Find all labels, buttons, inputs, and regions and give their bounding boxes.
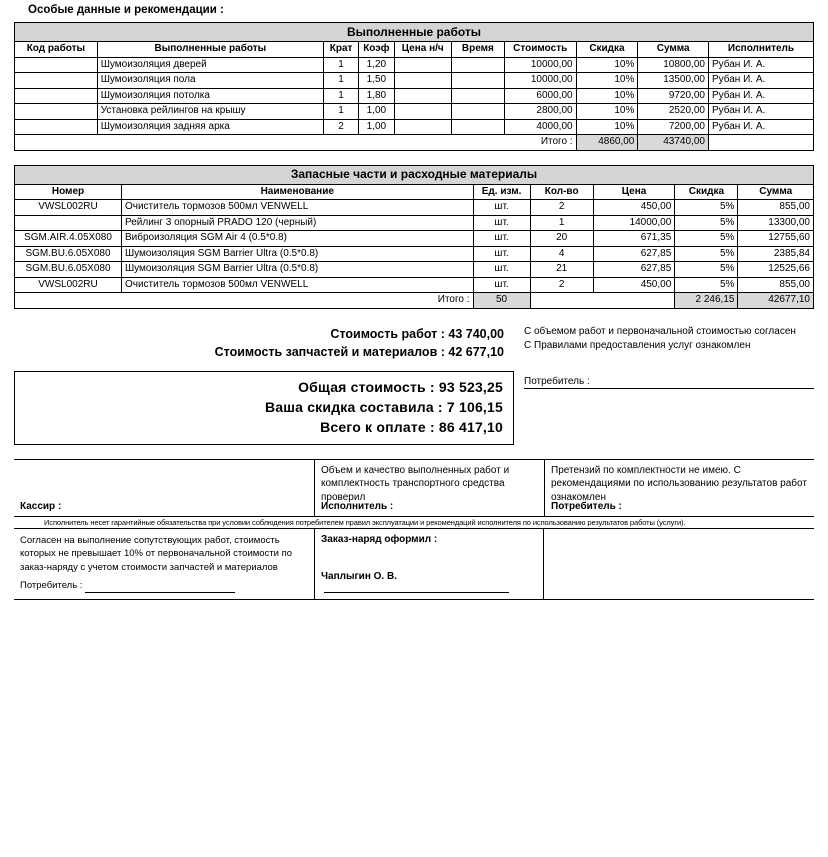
parts-table-header (15, 184, 814, 200)
cell-performer: Рубан И. А. (708, 104, 813, 120)
col-sum: Сумма (738, 184, 814, 200)
cell-unit: шт. (473, 200, 530, 216)
cell-part-name: Шумоизоляция SGM Barrier Ultra (0.5*0.8) (121, 246, 473, 262)
cell-qty: 4 (530, 246, 593, 262)
cell-unit: шт. (473, 262, 530, 278)
parts-table-title: Запасные части и расходные материалы (15, 165, 814, 184)
cell-sum: 12525,66 (738, 262, 814, 278)
cell-work-name: Шумоизоляция пола (97, 73, 323, 89)
discount-row (15, 397, 503, 417)
cell-qty: 20 (530, 231, 593, 247)
cell-work-name: Шумоизоляция потолка (97, 88, 323, 104)
cell-discount: 10% (576, 73, 638, 89)
table-row (15, 215, 814, 231)
summary-total-box (14, 371, 514, 445)
bottom-empty-block (544, 529, 814, 599)
col-discount: Скидка (576, 42, 638, 58)
consumer-block (544, 460, 814, 516)
cell-time (451, 119, 504, 135)
cell-time (451, 104, 504, 120)
cell-sum: 12755,60 (738, 231, 814, 247)
cell-price: 627,85 (593, 246, 675, 262)
parts-total-sum: 42677,10 (738, 293, 814, 309)
cell-time (451, 73, 504, 89)
performer-block (314, 460, 544, 516)
table-row (15, 246, 814, 262)
cell-price-nch (394, 57, 451, 73)
cell-discount: 5% (675, 231, 738, 247)
cell-qty: 1 (530, 215, 593, 231)
cell-sum: 2385,84 (738, 246, 814, 262)
cell-price: 671,35 (593, 231, 675, 247)
cell-price: 627,85 (593, 262, 675, 278)
consent-consumer-label: Потребитель : (20, 579, 83, 591)
cell-cost: 10000,00 (504, 73, 576, 89)
table-row (15, 73, 814, 89)
cell-work-name: Установка рейлингов на крышу (97, 104, 323, 120)
cell-sum: 855,00 (738, 200, 814, 216)
cell-unit: шт. (473, 231, 530, 247)
discount-value: 7 106,15 (446, 398, 503, 415)
total-cost-value: 93 523,25 (438, 378, 503, 395)
table-row (15, 262, 814, 278)
cell-coef: 1,20 (359, 57, 394, 73)
cell-price-nch (394, 104, 451, 120)
col-qty: Кол-во (530, 184, 593, 200)
cell-sum: 9720,00 (638, 88, 709, 104)
consent-text: Согласен на выполнение сопутствующих работ, стоимость которых не превышает 10% от первоначальной стоимости по заказ-наряду с учетом стоимости запчастей и материалов (20, 534, 293, 574)
cell-discount: 5% (675, 215, 738, 231)
col-discount: Скидка (675, 184, 738, 200)
col-performer: Исполнитель (708, 42, 813, 58)
works-table-header (15, 42, 814, 58)
consumer-label: Потребитель : (551, 500, 622, 512)
cell-number (15, 215, 122, 231)
cell-time (451, 88, 504, 104)
cell-sum: 13500,00 (638, 73, 709, 89)
warranty-note: Исполнитель несет гарантийные обязательства при условии соблюдения потребителем правил эксплуатации и рекомендаций исполнителя по использованию результатов работы (услуги). (14, 516, 814, 529)
cell-sum: 2520,00 (638, 104, 709, 120)
cell-cost: 6000,00 (504, 88, 576, 104)
cell-coef: 1,80 (359, 88, 394, 104)
cell-time (451, 57, 504, 73)
summary-section (14, 325, 814, 445)
cell-discount: 10% (576, 119, 638, 135)
cashier-label: Кассир : (20, 500, 62, 512)
table-row (15, 104, 814, 120)
cell-sum: 13300,00 (738, 215, 814, 231)
works-total-row (15, 135, 814, 151)
works-cost-label: Стоимость работ : (330, 326, 445, 341)
cell-price: 450,00 (593, 277, 675, 293)
cell-unit: шт. (473, 215, 530, 231)
parts-cost-row (14, 343, 514, 361)
cell-performer: Рубан И. А. (708, 119, 813, 135)
parts-table (14, 165, 814, 309)
cell-krat: 2 (323, 119, 358, 135)
payable-label: Всего к оплате : (320, 418, 435, 435)
total-cost-row (15, 377, 503, 397)
cell-krat: 1 (323, 73, 358, 89)
table-row (15, 119, 814, 135)
parts-total-qty: 50 (473, 293, 530, 309)
col-krat: Крат (323, 42, 358, 58)
col-part-name: Наименование (121, 184, 473, 200)
order-created-label: Заказ-наряд оформил : (321, 533, 438, 545)
cell-price-nch (394, 88, 451, 104)
cell-price-nch (394, 119, 451, 135)
cell-code (15, 88, 98, 104)
table-row (15, 57, 814, 73)
consent-block (14, 529, 314, 599)
table-row (15, 88, 814, 104)
cell-discount: 5% (675, 277, 738, 293)
cell-part-name: Очиститель тормозов 500мл VENWELL (121, 200, 473, 216)
cell-code (15, 119, 98, 135)
cell-sum: 10800,00 (638, 57, 709, 73)
col-code: Код работы (15, 42, 98, 58)
agreement-block (514, 325, 814, 445)
agreement-line-2: С Правилами предоставления услуг ознакомлен (524, 340, 751, 351)
cashier-block (14, 460, 314, 516)
cell-work-name: Шумоизоляция задняя арка (97, 119, 323, 135)
col-number: Номер (15, 184, 122, 200)
claims-text: Претензий по комплектности не имею. С рекомендациями по использованию результатов работ ознакомлен (551, 464, 807, 503)
col-time: Время (451, 42, 504, 58)
cell-code (15, 73, 98, 89)
performer-label: Исполнитель : (321, 500, 394, 512)
cell-part-name: Шумоизоляция SGM Barrier Ultra (0.5*0.8) (121, 262, 473, 278)
cell-performer: Рубан И. А. (708, 57, 813, 73)
manager-signature[interactable] (321, 571, 543, 593)
cell-work-name: Шумоизоляция дверей (97, 57, 323, 73)
cell-krat: 1 (323, 57, 358, 73)
payable-value: 86 417,10 (438, 418, 503, 435)
parts-total-discount: 2 246,15 (675, 293, 738, 309)
discount-label: Ваша скидка составила : (264, 398, 443, 415)
cell-discount: 10% (576, 104, 638, 120)
total-cost-label: Общая стоимость : (298, 378, 435, 395)
cell-unit: шт. (473, 277, 530, 293)
cell-performer: Рубан И. А. (708, 88, 813, 104)
cell-cost: 4000,00 (504, 119, 576, 135)
cell-code (15, 104, 98, 120)
works-total-label: Итого : (540, 136, 573, 147)
parts-total-row (15, 293, 814, 309)
table-row (15, 200, 814, 216)
cell-discount: 10% (576, 88, 638, 104)
cell-discount: 10% (576, 57, 638, 73)
cell-coef: 1,00 (359, 104, 394, 120)
cell-number: SGM.BU.6.05X080 (15, 262, 122, 278)
parts-total-label: Итого : (437, 294, 470, 305)
cell-cost: 2800,00 (504, 104, 576, 120)
cell-coef: 1,00 (359, 119, 394, 135)
payable-row (15, 417, 503, 437)
col-price: Цена (593, 184, 675, 200)
cell-price: 450,00 (593, 200, 675, 216)
works-total-discount: 4860,00 (576, 135, 638, 151)
cell-cost: 10000,00 (504, 57, 576, 73)
cell-discount: 5% (675, 200, 738, 216)
cell-krat: 1 (323, 88, 358, 104)
cell-number: SGM.BU.6.05X080 (15, 246, 122, 262)
agreement-consumer-signature[interactable] (524, 376, 814, 389)
cell-coef: 1,50 (359, 73, 394, 89)
works-cost-row (14, 325, 514, 343)
agreement-line-1: С объемом работ и первоначальной стоимостью согласен (524, 325, 796, 337)
cell-discount: 5% (675, 246, 738, 262)
cell-part-name: Очиститель тормозов 500мл VENWELL (121, 277, 473, 293)
col-unit: Ед. изм. (473, 184, 530, 200)
bottom-section (14, 529, 814, 600)
cell-qty: 2 (530, 277, 593, 293)
order-created-block (314, 529, 544, 599)
col-work-name: Выполненные работы (97, 42, 323, 58)
col-price-nch: Цена н/ч (394, 42, 451, 58)
cell-part-name: Виброизоляция SGM Air 4 (0.5*0.8) (121, 231, 473, 247)
works-table-title: Выполненные работы (15, 23, 814, 42)
col-cost: Стоимость (504, 42, 576, 58)
col-sum: Сумма (638, 42, 709, 58)
manager-signature-line[interactable] (324, 582, 509, 593)
summary-amounts (14, 325, 514, 445)
signature-section (14, 459, 814, 516)
works-table (14, 22, 814, 151)
quality-check-text: Объем и качество выполненных работ и комплектность транспортного средства проверил (321, 464, 510, 503)
manager-name: Чаплыгин О. В. (321, 570, 397, 582)
cell-sum: 7200,00 (638, 119, 709, 135)
consent-signature-line[interactable] (85, 582, 235, 593)
cell-discount: 5% (675, 262, 738, 278)
cell-code (15, 57, 98, 73)
col-coef: Коэф (359, 42, 394, 58)
cell-performer: Рубан И. А. (708, 73, 813, 89)
works-cost-value: 43 740,00 (448, 326, 504, 341)
cell-krat: 1 (323, 104, 358, 120)
cell-qty: 2 (530, 200, 593, 216)
notes-title: Особые данные и рекомендации : (28, 4, 224, 16)
cell-unit: шт. (473, 246, 530, 262)
cell-number: SGM.AIR.4.05X080 (15, 231, 122, 247)
cell-number: VWSL002RU (15, 277, 122, 293)
works-total-sum: 43740,00 (638, 135, 709, 151)
cell-number: VWSL002RU (15, 200, 122, 216)
agreement-consumer-label: Потребитель : (524, 375, 590, 387)
cell-qty: 21 (530, 262, 593, 278)
parts-cost-value: 42 677,10 (448, 344, 504, 359)
consent-consumer-signature[interactable] (20, 579, 308, 593)
table-row (15, 277, 814, 293)
parts-cost-label: Стоимость запчастей и материалов : (214, 344, 445, 359)
cell-price: 14000,00 (593, 215, 675, 231)
cell-part-name: Рейлинг 3 опорный PRADO 120 (черный) (121, 215, 473, 231)
cell-price-nch (394, 73, 451, 89)
cell-sum: 855,00 (738, 277, 814, 293)
table-row (15, 231, 814, 247)
